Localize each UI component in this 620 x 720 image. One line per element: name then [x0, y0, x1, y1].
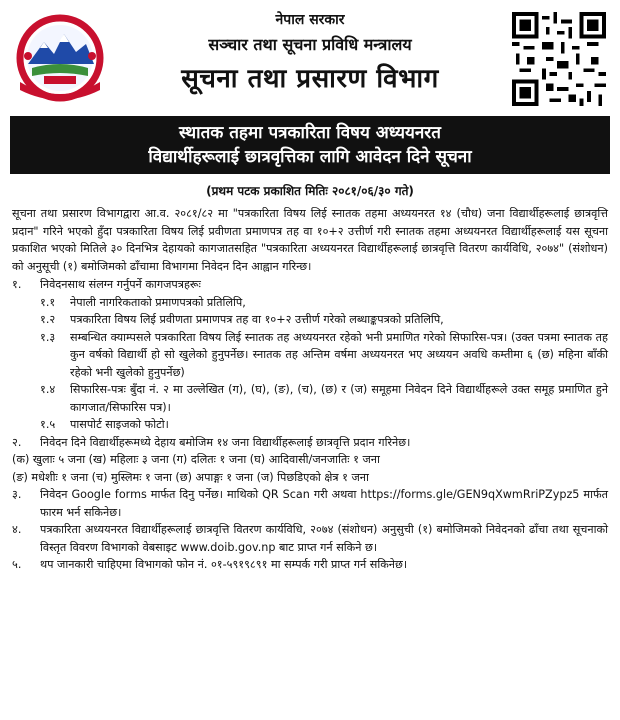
item-number: ३.	[12, 488, 22, 501]
sub-item-text: नेपाली नागरिकताको प्रमाणपत्रको प्रतिलिपि,	[70, 295, 246, 309]
item-number: १.	[12, 278, 22, 291]
item-text: निवेदनसाथ संलग्न गर्नुपर्ने कागजपत्रहरूः	[40, 278, 201, 291]
notice-body	[8, 205, 612, 574]
item-number: ५.	[12, 558, 22, 571]
quota-line: (क) खुलाः ५ जना (ख) महिलाः ३ जना (ग) दलितः १ जना (घ) आदिवासी/जनजातिः १ जना	[12, 453, 380, 466]
sub-item-number: १.२	[40, 313, 56, 326]
sub-item-number: १.४	[40, 383, 56, 396]
item-text-contact: थप जानकारी चाहिएमा विभागको फोन नं. ०१-५९१९८९१ मा सम्पर्क गरी प्राप्त गर्न सकिनेछ।	[40, 558, 408, 571]
published-date: (प्रथम पटक प्रकाशित मितिः २०८१/०६/३० गते)	[206, 184, 414, 198]
sub-item	[12, 329, 608, 382]
item-text-google-form: निवेदन Google forms मार्फत दिनु पर्नेछ। माथिको QR Scan गरी अथवा https://forms.gle/GEN9qXwmRriPZypz5 मार्फत फारम भर्न सकिनेछ।	[40, 488, 608, 519]
nepal-emblem-logo	[14, 12, 106, 108]
intro-paragraph: सूचना तथा प्रसारण विभागद्वारा आ.व. २०८१/८२ मा "पत्रकारिता विषय लिई स्नातक तहमा अध्ययनरत १४ (चौध) जना विद्यार्थीहरूलाई छात्रवृत्ति प्रदान" गरिने भएको हुँदा पत्रकारिता विषय लिई प्रवीणता प्रमाणपत्र तह वा १०+२ उत्तीर्ण गरी स्नातक तहमा अध्ययनरत विद्यार्थीहरूलाई यस सूचना प्रकाशित भएको मितिले ३० दिनभित्र देहायको कागजातसहित "पत्रकारिता अध्ययनरत विद्यार्थीहरूलाई छात्रवृत्ति वितरण कार्यविधि, २०७४" (संशोधन) को अनुसूची (१) बमोजिमको ढाँचामा विभागमा निवेदन दिन आह्वान गरिन्छ।	[12, 207, 608, 273]
quota-line: (ङ) मधेशीः १ जना (च) मुस्लिमः १ जना (छ) अपाङ्गः १ जना (ज) पिछडिएको क्षेत्र १ जना	[12, 470, 369, 484]
sub-item-number: १.३	[40, 330, 56, 344]
sub-item	[12, 294, 608, 312]
sub-item-number: १.५	[40, 418, 56, 431]
sub-item-text: सिफारिस-पत्रः बुँदा नं. २ मा उल्लेखित (ग), (घ), (ङ), (च), (छ) र (ज) समूहमा निवेदन दिने विद्यार्थीहरूले उक्त समूह प्रमाणित हुने कागजात/सिफारिस पत्र)।	[70, 383, 608, 414]
item-number: २.	[12, 435, 22, 449]
header	[8, 6, 612, 114]
banner-line-1: स्थातक तहमा पत्रकारिता विषय अध्ययनरत	[179, 123, 441, 143]
list-item	[12, 486, 608, 521]
government-name: नेपाल सरकार	[275, 12, 345, 28]
sub-item	[12, 381, 608, 416]
sub-item-text: सम्बन्धित क्याम्पसले पत्रकारिता विषय लिई स्नातक तह अध्ययनरत रहेको भनी प्रमाणित गरेको सिफारिस-पत्र। (उक्त पत्रमा स्नातक तह कुन वर्षको विद्यार्थी हो सो खुलेको हुनुपर्नेछ। स्नातक तह अन्तिम वर्षमा अध्ययनरत भए अध्ययन अवधि कम्तीमा ६ (छ) महिना बाँकी रहेको भनी खुलेको हुनुपर्नेछ)	[70, 330, 608, 379]
department-name: सूचना तथा प्रसारण विभाग	[181, 64, 439, 94]
sub-item	[12, 416, 608, 434]
list-item	[12, 521, 608, 556]
ministry-name: सञ्चार तथा सूचना प्रविधि मन्त्रालय	[208, 35, 412, 54]
sub-item	[12, 311, 608, 329]
sub-item-text: पत्रकारिता विषय लिई प्रवीणता प्रमाणपत्र तह वा १०+२ उत्तीर्ण गरेको लब्धाङ्कपत्रको प्रतिलिपि,	[70, 313, 444, 326]
sub-item-number: १.१	[40, 295, 56, 309]
list-item	[12, 276, 608, 294]
item-text: निवेदन दिने विद्यार्थीहरूमध्ये देहाय बमोजिम १४ जना विद्यार्थीहरूलाई छात्रवृत्ति प्रदान गरिनेछ।	[40, 435, 411, 449]
item-text-website: पत्रकारिता अध्ययनरत विद्यार्थीहरूलाई छात्रवृत्ति वितरण कार्यविधि, २०७४ (संशोधन) अनुसुची (१) बमोजिमको निवेदनको ढाँचा तथा सूचनाको विस्तृत विवरण विभागको वेबसाइट www.doib.gov.np बाट प्राप्त गर्न सकिने छ।	[40, 523, 608, 554]
item-number: ४.	[12, 523, 22, 536]
list-item	[12, 556, 608, 574]
qr-code-icon[interactable]	[512, 12, 606, 106]
list-item	[12, 434, 608, 452]
sub-item-text: पासपोर्ट साइजको फोटो।	[70, 418, 169, 431]
notice-title-banner	[10, 116, 610, 174]
banner-line-2: विद्यार्थीहरूलाई छात्रवृत्तिका लागि आवेदन दिने सूचना	[148, 147, 472, 167]
